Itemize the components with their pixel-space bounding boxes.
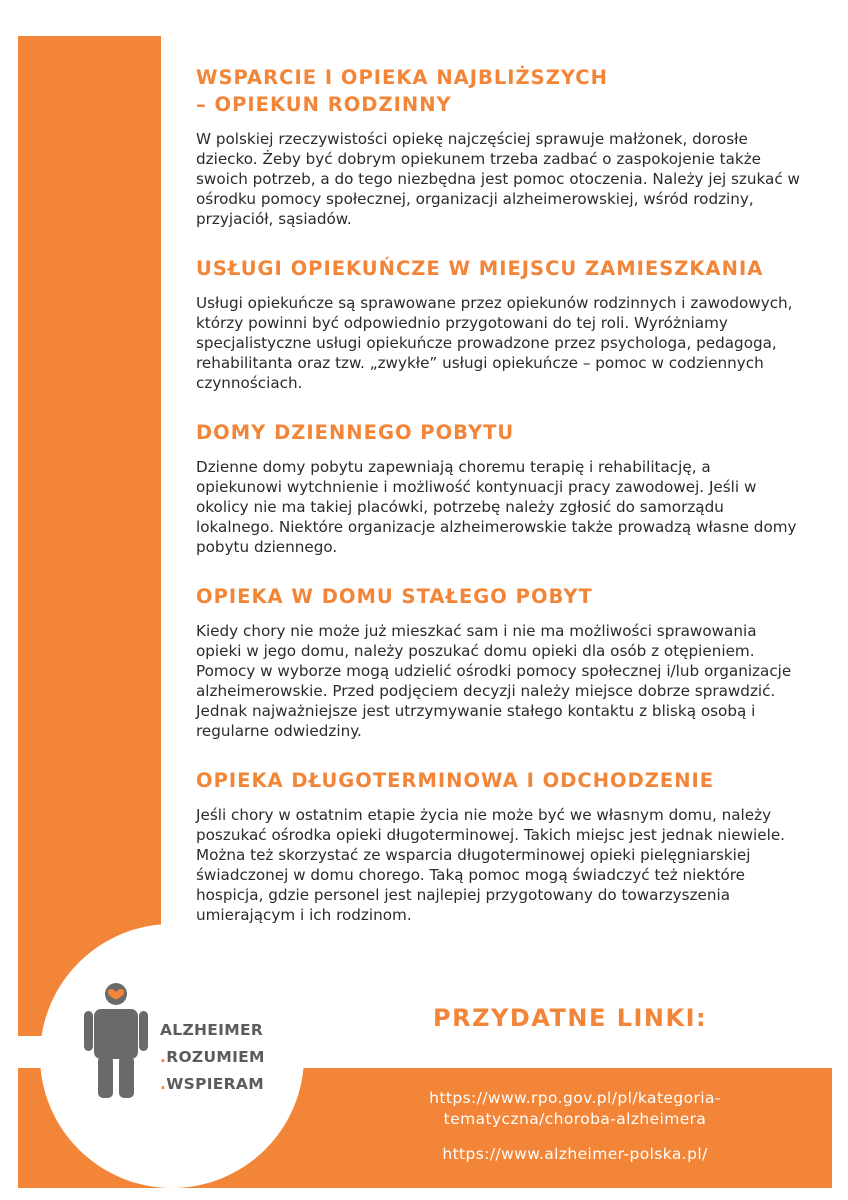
link-alzheimer-polska[interactable]: https://www.alzheimer-polska.pl/ (442, 1145, 708, 1163)
section-long-term-care (196, 767, 800, 925)
section-heading: WSPARCIE I OPIEKA NAJBLIŻSZYCH – OPIEKUN RODZINNY (196, 66, 608, 116)
main-content (196, 64, 800, 951)
section-home-care-services (196, 255, 800, 393)
section-text: Kiedy chory nie może już mieszkać sam i nie ma możliwości sprawowania opieki w jego domu, należy poszukać domu opieki dla osób z otępieniem. Pomocy w wyborze mogą udzielić ośrodki pomocy społecznej i/lub organizacje alzheimerowskie. Przed podjęciem decyzji należy miejsce dobrze sprawdzić. Jednak najważniejsze jest utrzymywanie stałego kontaktu z bliską osobą i regularne odwiedziny. (196, 622, 792, 740)
brand-line-wspieram: .WSPIERAM (160, 1075, 264, 1093)
section-text: Usługi opiekuńcze są sprawowane przez opiekunów rodzinnych i zawodowych, którzy powinni być odpowiednio przygotowani do tej roli. Wyróżniamy specjalistyczne usługi opiekuńcze prowadzone przez psychologa, pedagoga, rehabilitanta oraz tzw. „zwykłe” usługi opiekuńcze – pomoc w codziennych czynnościach. (196, 294, 793, 392)
brand-dot: . (160, 1075, 167, 1093)
section-heading: OPIEKA W DOMU STAŁEGO POBYT (196, 585, 593, 608)
section-text: Jeśli chory w ostatnim etapie życia nie może być we własnym domu, należy poszukać ośrodka opieki długoterminowej. Takich miejsc jest jednak niewiele. Można też skorzystać ze wsparcia długoterminowej opieki pielęgniarskiej świadczonej w domu chorego. Taką pomoc mogą świadczyć też niektóre hospicja, gdzie personel jest najlepiej przygotowany do towarzyszenia umierającym i ich rodzinom. (196, 806, 786, 924)
section-heading: DOMY DZIENNEGO POBYTU (196, 421, 515, 444)
section-heading: USŁUGI OPIEKUŃCZE W MIEJSCU ZAMIESZKANIA (196, 257, 764, 280)
brand-dot: . (160, 1048, 167, 1066)
section-heading: OPIEKA DŁUGOTERMINOWA I ODCHODZENIE (196, 769, 715, 792)
section-permanent-care-home (196, 583, 800, 741)
left-orange-bar (18, 36, 161, 1036)
brand-line-rozumiem: .ROZUMIEM (160, 1048, 265, 1066)
section-text: W polskiej rzeczywistości opiekę najczęściej sprawuje małżonek, dorosłe dziecko. Żeby być dobrym opiekunem trzeba zadbać o zaspokojenie także swoich potrzeb, a do tego niezbędna jest pomoc otoczenia. Należy jej szukać w ośrodku pomocy społecznej, organizacji alzheimerowskiej, wśród rodziny, przyjaciół, sąsiadów. (196, 130, 800, 228)
section-day-care-homes (196, 419, 800, 557)
brand-logo-text (160, 1017, 265, 1098)
section-text: Dzienne domy pobytu zapewniają choremu terapię i rehabilitację, a opiekunowi wytchnienie i możliwość kontynuacji pracy zawodowej. Jeśli w okolicy nie ma takiej placówki, potrzebę należy zgłosić do samorządu lokalnego. Niektóre organizacje alzheimerowskie także prowadzą własne domy pobytu dziennego. (196, 458, 797, 556)
person-with-heart-icon (84, 980, 148, 1100)
brand-line-alzheimer: ALZHEIMER (160, 1021, 264, 1039)
section-family-caregiver (196, 64, 800, 229)
link-rpo-alzheimer[interactable]: https://www.rpo.gov.pl/pl/kategoria- tematyczna/choroba-alzheimera (429, 1089, 721, 1128)
useful-links-title: PRZYDATNE LINKI: (433, 1004, 708, 1032)
